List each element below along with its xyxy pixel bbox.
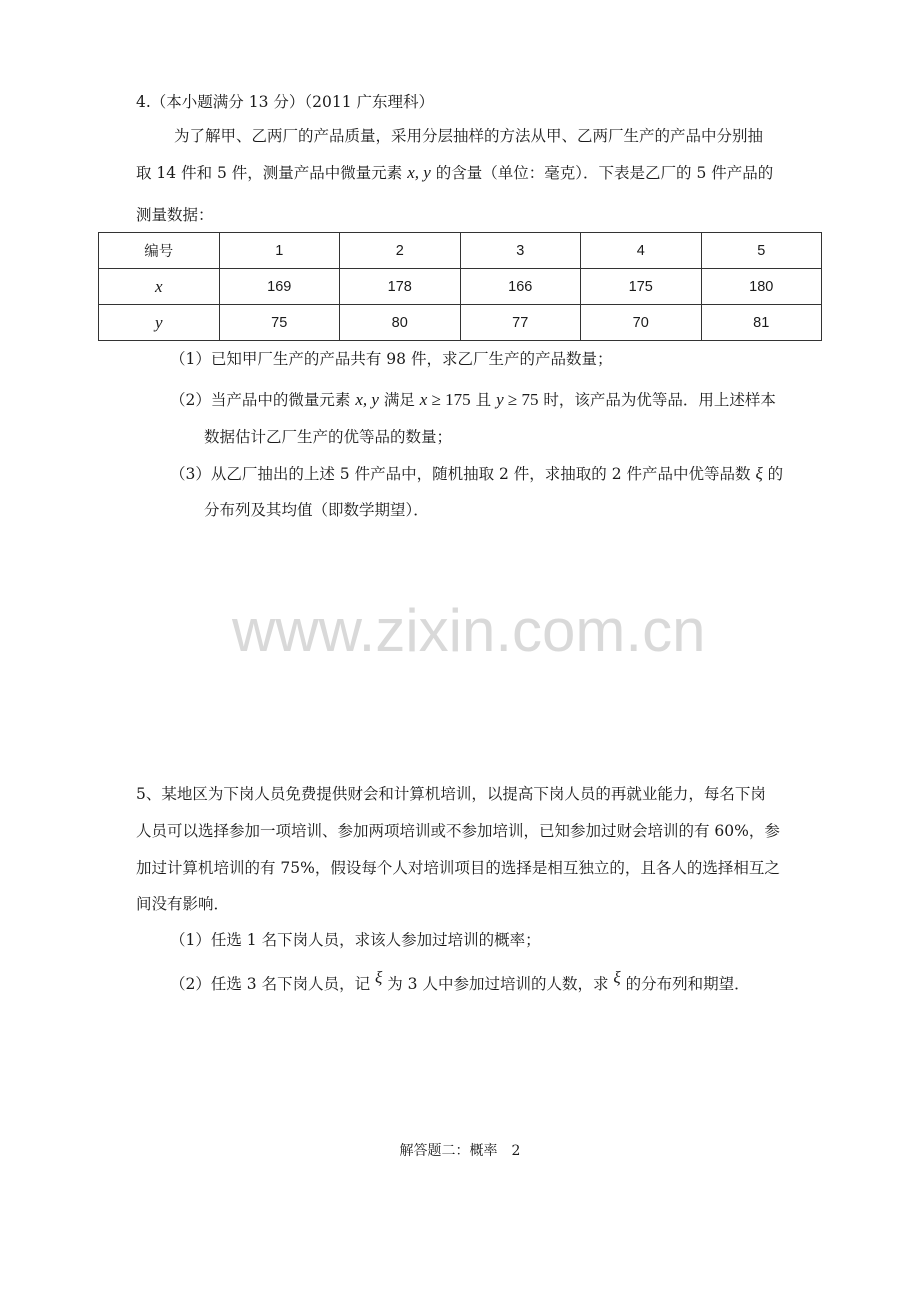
- table-header-cell: 3: [460, 233, 581, 269]
- table-cell: 70: [581, 305, 702, 341]
- table-header-cell: 1: [219, 233, 340, 269]
- q4-sub3-a: （3）从乙厂抽出的上述 5 件产品中，随机抽取 2 件，求抽取的 2 件产品中优等品数: [170, 465, 751, 483]
- q5-sub1: （1）任选 1 名下岗人员，求该人参加过培训的概率；: [170, 931, 541, 949]
- q4-header: 4.（本小题满分 13 分）（2011 广东理科）: [136, 93, 434, 111]
- q5-line1: 5、某地区为下岗人员免费提供财会和计算机培训，以提高下岗人员的再就业能力，每名下岗: [136, 785, 766, 803]
- q4-sub2-a: （2）当产品中的微量元素: [170, 391, 351, 409]
- q4-intro-line2: [136, 163, 773, 183]
- table-header-cell: 5: [701, 233, 822, 269]
- q4-intro-line3: 测量数据：: [136, 206, 214, 224]
- page-footer: 解答题二：概率 2: [399, 1143, 521, 1159]
- q4-sub1: （1）已知甲厂生产的产品共有 98 件，求乙厂生产的产品数量；: [170, 350, 613, 368]
- q5-sub2: [170, 968, 750, 994]
- q4-sub3-b: 的: [767, 465, 784, 483]
- q4-sub2-c: 且: [475, 391, 492, 409]
- table-row: [99, 269, 822, 305]
- table-header-cell: 2: [340, 233, 461, 269]
- q4-intro-vars: x, y: [407, 163, 431, 182]
- q5-sub2-a: （2）任选 3 名下岗人员，记: [170, 975, 371, 993]
- q4-sub2-cond1-var: x: [419, 390, 428, 409]
- q5-sub2-var2: ξ: [613, 968, 621, 987]
- table-header-row: [99, 233, 822, 269]
- table-row: [99, 305, 822, 341]
- q4-sub2-cond2-var: y: [496, 390, 504, 409]
- table-cell: 175: [581, 269, 702, 305]
- q4-intro-line1: 为了解甲、乙两厂的产品质量，采用分层抽样的方法从甲、乙两厂生产的产品中分别抽: [174, 127, 764, 145]
- q5-sub2-b: 为 3 人中参加过培训的人数，求: [387, 975, 609, 993]
- table-cell: 80: [340, 305, 461, 341]
- q5-sub2-c: 的分布列和期望．: [625, 975, 750, 993]
- table-header-cell: 编号: [99, 233, 220, 269]
- q4-sub2-cond1-rel: ≥ 175: [427, 390, 471, 409]
- q5-line2: 人员可以选择参加一项培训、参加两项培训或不参加培训，已知参加过财会培训的有 60%，参: [136, 822, 780, 840]
- q4-sub3-line2: 分布列及其均值（即数学期望）．: [204, 501, 429, 519]
- table-cell: 81: [701, 305, 822, 341]
- q5-line3: 加过计算机培训的有 75%，假设每个人对培训项目的选择是相互独立的，且各人的选择相互之: [136, 859, 780, 877]
- q4-sub2-vars: x, y: [355, 390, 379, 409]
- table-cell: 178: [340, 269, 461, 305]
- q4-sub3-var: ξ: [755, 464, 763, 483]
- table-cell: 77: [460, 305, 581, 341]
- q4-sub2-d: 时，该产品为优等品．用上述样本: [543, 391, 776, 409]
- q4-intro-line2-a: 取 14 件和 5 件，测量产品中微量元素: [136, 164, 403, 182]
- table-cell: x: [99, 269, 220, 305]
- table-cell: 75: [219, 305, 340, 341]
- q5-sub2-var1: ξ: [375, 968, 383, 987]
- q4-sub3-line1: [170, 464, 783, 484]
- table-cell: 180: [701, 269, 822, 305]
- table-cell: 166: [460, 269, 581, 305]
- q4-intro-line2-b: 的含量（单位：毫克）．下表是乙厂的 5 件产品的: [435, 164, 774, 182]
- table-header-cell: 4: [581, 233, 702, 269]
- table-cell: 169: [219, 269, 340, 305]
- q5-line4: 间没有影响．: [136, 895, 230, 913]
- table-cell: y: [99, 305, 220, 341]
- q4-sub2-line1: [170, 390, 776, 410]
- q4-sub2-b: 满足: [383, 391, 415, 409]
- watermark: www.zixin.com.cn: [232, 597, 706, 664]
- q4-sub2-line2: 数据估计乙厂生产的优等品的数量；: [204, 428, 453, 446]
- measurement-table: [98, 232, 822, 341]
- q4-sub2-cond2-rel: ≥ 75: [503, 390, 539, 409]
